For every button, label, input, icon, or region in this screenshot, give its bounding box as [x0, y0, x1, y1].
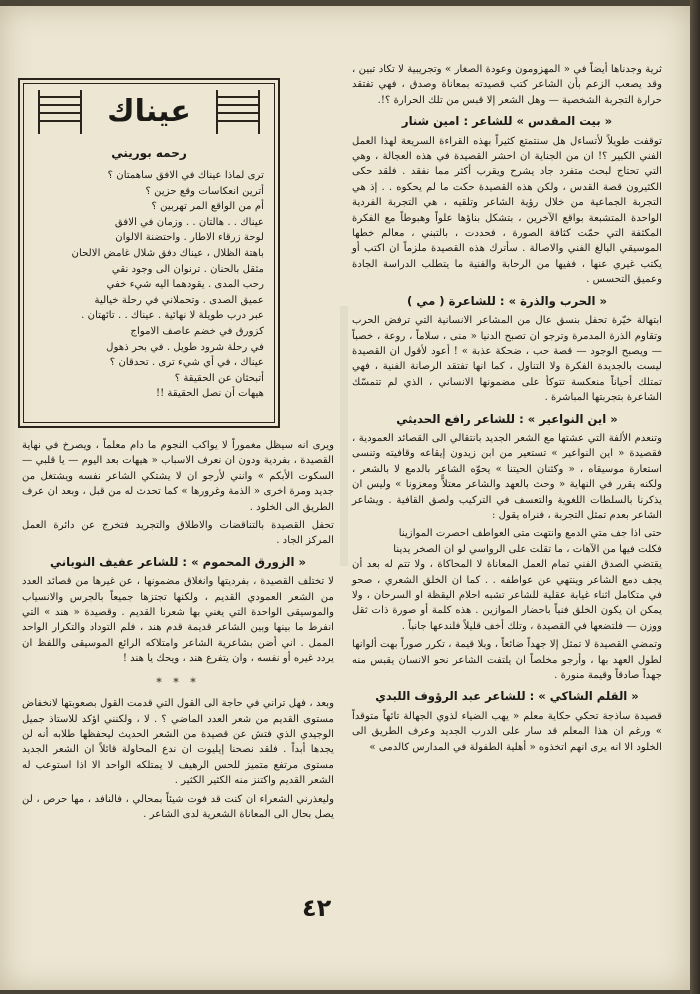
closing-paragraph-2: وليعذرني الشعراء ان كنت قد فوت شيئاً بمحالي ، فالنافد ، مها حرص ، لن يصل بحال الى المعاناة الشعرية لدى الشاعر .	[22, 793, 334, 820]
paragraph-bayt-al-maqdis: توقفت طويلاً لأتساءل هل سنتمتع كثيراً بهذه القراءة السريعة لهذا العمل الفني الكبير ؟! ان من الجناية ان احشر القصيدة في هذه العجالة ، وهي التي تحتاج لبحث متفرد جاد يشرح ويقرب أكثر مما نفقد . فلقد حكى الكثيرون قصة القدس ، ولكن هذه القصيدة حكت ما لم يحكوه . . إذ هي التجربة الجماعية من خلال رؤية الشاعر وتلقيه ، هي التجربة الفردية الواحدة المتشبعة بواقع الآخرين ، بتشكل بناؤها علواً وهبوطاً مع الفكرة المكثفة التي حمّت كثافة الصورة ، فحددت ، بالتبني ، معالم خطها الموسيقي البالغ الفني والاصالة . سأترك هذه القصيدة ملزماً ان اكتب أو يكتب غيري عنها ، ففيها من الرحابة والفنية ما يتطلب الدراسة الجادة وعميق التحسس .	[352, 135, 662, 286]
paragraph-where-norias-1: وتنعدم الألفة التي عشتها مع الشعر الجديد بانتقالي الى القصائد العمودية ، فقصيدة « اين النواعير » تستعير من ابن زيدون إيقاعه وقافيته وتنسى استعارة موسيقاه ، « وكثنان الحيتنا » يحوّه الشاعر بالدمع لا بالشعر ، ولكنه يقرر في النهاية « وحث بالعهد والشاعر معتلاًّ ومعزونا » وليس ان يذكرنا بالسلطات اللغوية والتعسف في التركيب ولصق القافية . ويشاعر الشاعر بعدم تمثل التجربة ، فنراه يقول :	[352, 432, 662, 521]
left-column	[22, 438, 334, 825]
heading-feverish-boat: « الزورق المحموم » : للشاعر عفيف النوباني	[50, 554, 306, 569]
poem-line: عيناك . . هالتان . . وزمان في الافق	[114, 216, 264, 228]
poem-box	[18, 78, 280, 428]
decorative-bars-left	[38, 90, 82, 134]
paragraph-where-norias-3: وتمضي القصيدة لا تمثل إلا جهداً ضائعاً ، وبلا قيمة ، تكرر صوراً بهت ألوانها لطول العهد بها ، وأرجو مخلصاً ان يلتفت الشاعر نحو الانسان يقبس منه جهداً صادقاً وقيمة منورة .	[352, 639, 662, 682]
poem-line: عبر درب طويلة لا نهائية . عيناك . . تائهتان .	[81, 310, 264, 322]
poem-line: مثقل بالحنان . ترنوان الى وجود نقي	[111, 263, 264, 275]
poem-line: أم من الواقع المر تهربين ؟	[151, 201, 264, 213]
heading-where-norias: « اين النواعير » : للشاعر رافع الحديثي	[396, 411, 618, 426]
left-intro-1: ويرى انه سيظل مغموراً لا يواكب النجوم ما دام معلماً ، ويصرخ في نهاية القصيدة ، بفردية ودون ان نعرف الاسباب « هيهات بعد اليوم — يا قلبي — السكوت الأبكم » وانني لأرجو ان لا يشتكي الشاعر نفسه ويشتغل من جديد ومرة اخرى « الذمة وغرورها » كما تحدث له من قبل ، وبعد ان عرف الطريق الى الخلود .	[22, 440, 334, 513]
poem-line: أتبحثان عن الحقيقة ؟	[174, 372, 264, 384]
right-column	[352, 62, 662, 758]
decorative-bars-right	[216, 90, 260, 134]
page-edge-shadow	[690, 0, 700, 994]
page-number: ٤٢	[302, 894, 332, 922]
page-stain	[340, 306, 348, 566]
paragraph-feverish-boat: لا تختلف القصيدة ، بفرديتها وانغلاق مضمونها ، عن غيرها من قصائد العدد من الشعر العمودي القديم ، ولكنها تجتزها جميعاً بالجرس والانسياب والموسيقى الواحدة التي يغني بها شعرنا القديم . وقصيدة « هند » التي انفرط ما بينها وبين الشاعر قديمة قدم هند ، فلم التوداد والتكرار الواحد الممل . اني أضن بشاعرية الشاعر وامتلاكه الرائع الموسيقى واللفظ ان يردد غيره أو نفسه ، وان يتفرع هند ، ويحك يا هند !	[22, 576, 334, 665]
paragraph-complaining-pen: قصيدة ساذجة تحكي حكاية معلم « يهب الضياء لذوي الجهالة تائهاً متوقداً » ورغم ان هذا المعلم قد سار على الدرب الجديد وعرف الطريق الى الخلود الا انه يرى انهم اتخذوه « أهلية الطفولة في المدارس كالدمى »	[352, 710, 662, 753]
poem-title-area	[24, 84, 274, 144]
right-intro: ثرية وجدناها أيضاً في « المهزومون وعودة الصغار » وتجريبية لا تكاد تبين ، وقد يصعب الزعم بأن الشاعر كتب قصيدته بمعاناة وصدق ، فهي تفتقد حرارة التجربة الشخصية — وهل الشعر إلا قبس من تلك الحرارة ؟!.	[352, 64, 662, 106]
closing-paragraph-1: وبعد ، فهل تراني في حاجة الى القول التي قدمت القول بصعوبتها لانخفاض مستوى القديم من شعر العدد الماضي ؟ . لا ، ولكنني اؤكد للاستاذ جميل الوجيدي الذي فتش عن قصيدة من الشعر الحديث ليحفظها طلابه أنه لن يجدها أبداً . فلقد نصحنا إيليوت ان ندع المحاولة قائلاً ان الشعر الجديد مستوى مرتفع متميز للحس الرهيف لا يمتلكه الواحد الا اذا استوعب له الشعر القديم واكتنز منه الكثير الكثير .	[22, 698, 334, 787]
left-intro-2: تحفل القصيدة بالتناقضات والاطلاق والتجريد فتخرج عن دائرة العمل المركز الجاد .	[22, 520, 334, 547]
poem-title: عيناك	[107, 94, 191, 129]
poem-line: كزورق في خضم عاصف الامواج	[130, 325, 264, 337]
poem-line: ترى لماذا عيناك في الافق ساهمتان ؟	[107, 170, 264, 181]
poem-line: عيناك ، في أي شيء ترى . تحدقان ؟	[109, 357, 264, 369]
heading-war-and-atom: « الحرب والذرة » : للشاعرة ( مي )	[407, 293, 607, 308]
poem-body	[34, 168, 264, 402]
poem-line: لوحة زرقاء الاطار . واحتضنة الالوان	[115, 232, 264, 244]
heading-bayt-al-maqdis: « بيت المقدس » للشاعر : امين شنار	[401, 114, 613, 129]
section-separator-stars: * * *	[156, 675, 200, 689]
poem-box-inner	[23, 83, 275, 423]
poem-author: رحمه بوريني	[111, 146, 187, 160]
poem-line: عميق الصدى . وتحملاني في رحلة خيالية	[94, 294, 264, 306]
poem-line: هيهات أن نصل الحقيقة !!	[155, 388, 264, 400]
poem-line: باهتة الظلال ، عيناك دفق شلال غامض الالحان	[71, 247, 264, 259]
magazine-page	[0, 6, 690, 990]
poem-line: في رحلة شرود طويل . في بحر ذهول	[106, 341, 264, 353]
poem-line: أترين انعكاسات وقع حزين ؟	[145, 185, 264, 197]
poem-line: رحب المدى . يقودهما اليه شيء خفي	[106, 279, 264, 291]
paragraph-war-and-atom: ابتهالة خيّرة تحفل بنسق عال من المشاعر الانسانية التي ترفض الحرب وتقاوم الذرة المدمرة وترجو ان تصبح الدنيا « منى ، سلاماً ، روعة ، خصباً — ويصبح الوجود — قصة حب ، ضحكة عذبة » ! أعود لأقول ان القصيدة ليست بالجديدة الفكرة ولا التناول ، كما انها تفتقد الرصانة الفنية ، فهي تمتلك أحياناً منعكسة تتوكأ على مضمونها الانساني ، الذي لم تتمسّك الشاعرة بتجربتها المباشرة .	[352, 315, 662, 404]
verse-line-2: فكلت فيها من الآهات ، ما تقلت على الرواسي لو ان الصخر يدينا	[393, 543, 662, 555]
heading-complaining-pen: « القلم الشاكي » : للشاعر عبد الرؤوف اللبدي	[375, 689, 639, 704]
paragraph-where-norias-2: يقتضي الصدق الفني تمام العمل المعاناة لا المحاكاة ، ولا تتم له بعد أن يجف دمع الشاعر وينتهي عن عواطفه . . كما ان الخلق الشعري ، صحو في متكامل اثناء غيابة عقلية للشاعر تشبه احلام اليقظة او السرحان ، ولا يمكن ان يكون الخلق فنياً باحضار الموازين . هذه كلمة أو صورة ذات ثقل ووزن — فلتضعها في القصيدة ، وتلك أخف قليلاً فلندعها جانباً .	[352, 559, 662, 632]
verse-line-1: حتى اذا جف متي الدمع وانتهت متى العواطف احصرت الموازينا	[398, 528, 662, 540]
